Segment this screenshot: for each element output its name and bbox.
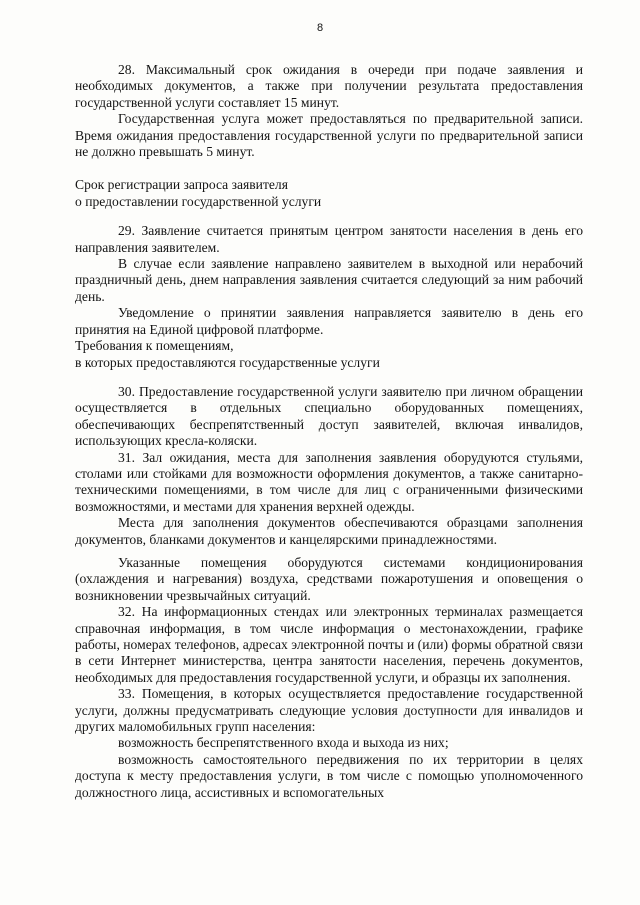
paragraph-29-weekend: В случае если заявление направлено заявителем в выходной или нерабочий праздничный день, днем направления заявления считается следующий за ним рабочий день. — [75, 256, 583, 304]
section-heading-premises-2: в которых предоставляются государственные услуги — [75, 354, 380, 370]
section-heading-registration-2: о предоставлении государственной услуги — [75, 193, 322, 209]
document-body — [75, 62, 583, 801]
paragraph-31: 31. Зал ожидания, места для заполнения заявления оборудуются стульями, столами или стойками для возможности оформления документов, а также санитарно-техническими помещениями, в том числе для лиц с ограниченными физическими возможностями, и местами для хранения верхней одежды. — [75, 449, 583, 514]
list-item: возможность беспрепятственного входа и выхода из них; — [118, 735, 449, 751]
paragraph-31-equipment: Указанные помещения оборудуются системами кондиционирования (охлаждения и нагревания) воздуха, средствами пожаротушения и оповещения о возникновении чрезвычайных ситуаций. — [75, 554, 583, 603]
paragraph-28: 28. Максимальный срок ожидания в очереди при подаче заявления и необходимых документов, а также при получении результата предоставления государственной услуги составляет 15 минут. — [75, 62, 583, 110]
section-heading-registration-1: Срок регистрации запроса заявителя — [75, 177, 288, 193]
section-heading-premises-1: Требования к помещениям, — [75, 338, 234, 354]
list-item: возможность самостоятельного передвижения по их территории в целях доступа к месту предоставления услуги, в том числе с помощью уполномоченного должностного лица, ассистивных и вспомогательных — [75, 751, 583, 800]
paragraph-28-preliminary: Государственная услуга может предоставляться по предварительной записи. Время ожидания предоставления государственной услуги по предварительной записи не должно превышать 5 минут. — [75, 111, 583, 160]
paragraph-29-notice: Уведомление о принятии заявления направляется заявителю в день его принятия на Единой цифровой платформе. — [75, 305, 583, 337]
paragraph-30: 30. Предоставление государственной услуги заявителю при личном обращении осуществляется в отдельных специально оборудованных помещениях, обеспечивающих беспрепятственный доступ заявителей, включая инвалидов, использующих кресла-коляски. — [75, 383, 583, 449]
paragraph-33: 33. Помещения, в которых осуществляется предоставление государственной услуги, должны предусматривать следующие условия доступности для инвалидов и других маломобильных групп населения: — [75, 686, 583, 735]
paragraph-32: 32. На информационных стендах или электронных терминалах размещается справочная информация, в том числе информация о местонахождении, графике работы, номерах телефонов, адресах электронной почты и (или) формы обратной связи в сети Интернет министерства, центра занятости населения, перечень документов, необходимых для предоставления государственной услуги, и образцы их заполнения. — [75, 604, 583, 685]
paragraph-29: 29. Заявление считается принятым центром занятости населения в день его направления заявителем. — [75, 223, 583, 255]
paragraph-31-places: Места для заполнения документов обеспечиваются образцами заполнения документов, бланками документов и канцелярскими принадлежностями. — [75, 515, 583, 547]
page-number: 8 — [316, 22, 324, 34]
